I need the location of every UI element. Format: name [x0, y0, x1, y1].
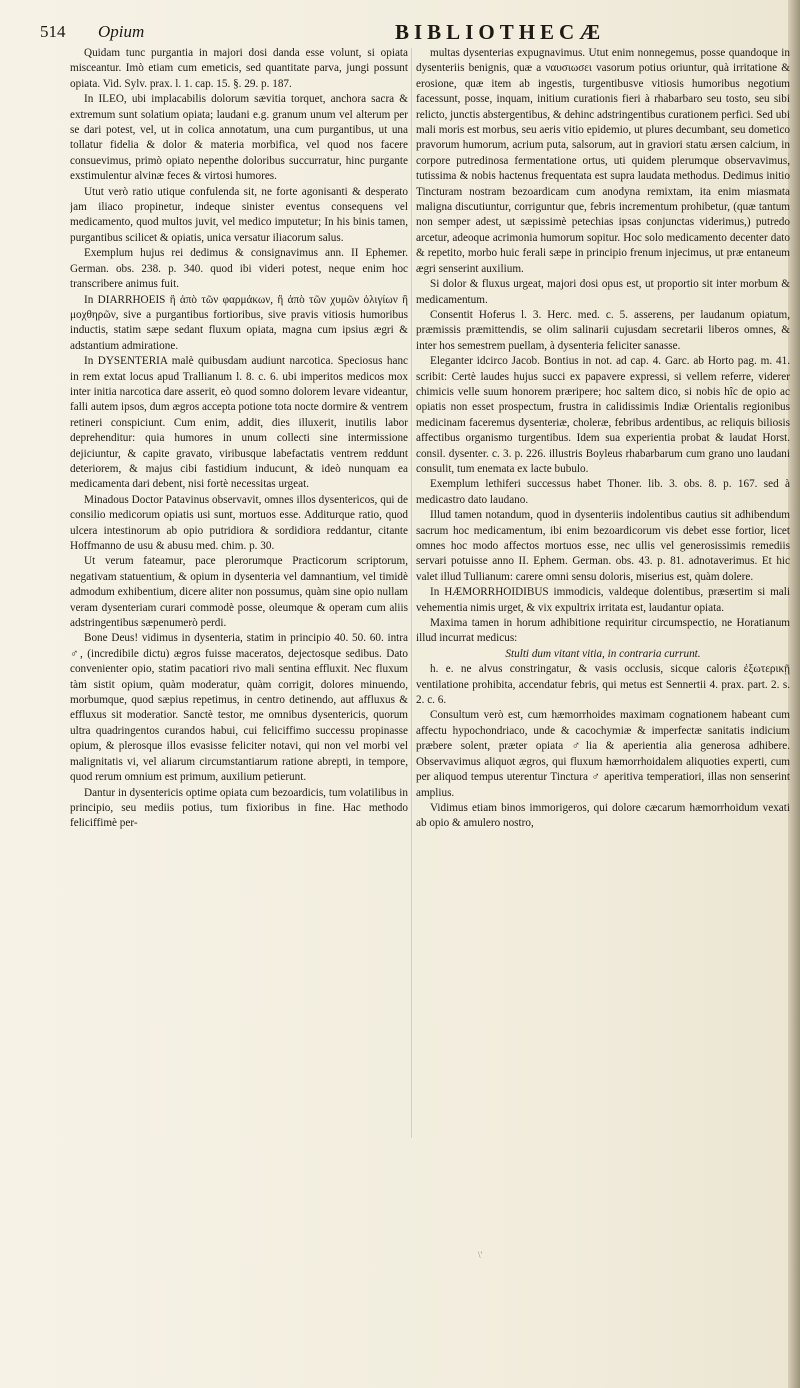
paragraph: Exemplum hujus rei dedimus & consignavimus ann. II Ephemer. German. obs. 238. p. 340. quod ibi videri potest, neque enim hoc transcribere animus fuit.: [70, 247, 408, 291]
paragraph: Illud tamen notandum, quod in dysenteriis indolentibus cautius sit adhibendum sacrum hoc medicamentum, ibi enim bezoardicorum vis debet esse fortior, licet omnes hoc modo affectos mortuos esse, nec ullis vel generosissimis remediis servari potuisse anno II. Ephem. German. obs. 43. p. 81. adnotaverimus. Et hic valet illud Tullianum: carere omni sensu doloris, miserius est, quàm dolere.: [416, 509, 790, 583]
paragraph-diarrhoea: In DIARRHOEIS ἢ ἀπὸ τῶν φαρμάκων, ἢ ἀπὸ τῶν χυμῶν ὀλιγίων ἢ μοχθηρῶν, sive a purgantibus fortioribus, sive pravis vitiosis humoribus inductis, statim sæpe sedant fluxum opiata, magna cum ipsius ægri & adstantium admiratione.: [70, 293, 408, 352]
right-column: [416, 46, 790, 1146]
paragraph: Vidimus etiam binos immorigeros, qui dolore cæcarum hæmorrhoidum vexati ab opio & amulero nostro,: [416, 801, 790, 830]
paragraph: Bone Deus! vidimus in dysenteria, statim in principio 40. 50. 60. intra ♂, (incredibile dictu) ægros fuisse maceratos, dejectosque sedibus. Dato convenienter opio, statim pacatiori rivo mali sentina effluxit. Nec fluxum tàm sistit opium, quàm moderatur, quàm corrigit, dolores minuendo, morbumque, quod sæpius repetimus, in centro detinendo, aut affluxus & effluxus sit moderatior. Sanctè testor, me omnibus dysentericis, quorum ultra quadringentos curandos habui, cui feliciffimo successu propinasse opium, & plerosque illos evasisse feliciter notavi, qui non vel morbi vel malignitatis vi, vel aliarum circumstantiarum ratione abrepti, in tempore, quod rerum omnium est primum, auxilium petierunt.: [70, 632, 408, 784]
paragraph: Minadous Doctor Patavinus observavit, omnes illos dysentericos, qui de consilio medicorum opiatis usi sunt, mortuos esse. Additurque ratio, quod ulcera intestinorum ab opio putridiora & sordidiora reddantur, citante Hoffmanno de usu & abusu med. chim. p. 30.: [70, 493, 408, 552]
paragraph: Maxima tamen in horum adhibitione requiritur circumspectio, ne Horatianum illud incurrat medicus:: [416, 617, 790, 645]
running-word: Opium: [98, 22, 145, 41]
stray-mark: \': [478, 1250, 483, 1260]
paragraph: Consentit Hoferus l. 3. Herc. med. c. 5. asserens, per laudanum opiatum, præmissis præmittendis, se olim salinarii cujusdam secretarii liberos omnes, & inter hos semestrem puellam, à dysenteria feliciter sanasse.: [416, 308, 790, 352]
page-number: 514: [40, 22, 66, 41]
verse-quote: Stulti dum vitant vitia, in contraria currunt.: [505, 647, 701, 660]
paragraph-ileus: In ILEO, ubi implacabilis dolorum sævitia torquet, anchora sacra & extremum sunt solatium opiata; laudani e.g. granum unum vel alterum per se dari potest, vel, ut in colica annotatum, una cum purgantibus, ut una tollatur fidelia & dolor & materia morbifica, vel quod nos facere consuevimus, primò opiato nepenthe doloribus succurratur, hinc purgante exstimulentur alvinæ feces & virtosi humores.: [70, 93, 408, 183]
paragraph: Si dolor & fluxus urgeat, majori dosi opus est, ut proportio sit inter morbum & medicamentum.: [416, 278, 790, 306]
paragraph: multas dysenterias expugnavimus. Utut enim nonnegemus, posse quandoque in dysenteriis benignis, quæ a ναυσιωσει vasorum potius oriuntur, quà irritatione & erosione, quæ item ab ingestis, turgentibusve vitiosis humoribus negotium facessunt, posse, inquam, initium curationis fieri à rhabarbaro seu tosto, seu sibi relicto, junctis abstergentibus, & dehinc adstringentibus curationem perfici. Sed ubi mali moris est morbus, seu aeris vitio epidemio, ut plures decumbant, seu dometico pravorum humorum, acrium puta, salsorum, aut in graviori statu ærsen calcium, in corpore putredinosa fermentatione ortus, uti quidem plerumque observavimus, tutissima & nobis hactenus frequentata est supra laudata methodus. Dedimus initio Tincturam nostram bezoardicam cum anodyna remixtam, ita enim miasmata maligna discutiuntur, corriguntur que, febris incrementum prohibetur, (quæ tantum non semper adest, ut sæpissimè petechias ipsas conjunctas viderimus,) putredo arcetur, adeoque acrimonia humorum sopitur. Hoc solo medicamento decenter dato & repetito, morbo huic ferali sæpe in principio frenum injecimus, ut præ entaneum ægri senserint auxilium.: [416, 47, 790, 275]
paragraph: Consultum verò est, cum hæmorrhoides maximam cognationem habeant cum affectu hypochondriaco, unde & cacochymiæ & imperfectæ sanitatis indicium præbere solent, præter opiata ♂lia & aperientia alia generosa adhibere. Observavimus aliquot ægros, qui fluxum hæmorrhoidalem aliquoties experti, cum per aliquod tempus uterentur Tinctura ♂ aperitiva temperatiori, illas non senserint amplius.: [416, 709, 790, 799]
paragraph: Dantur in dysentericis optime opiata cum bezoardicis, tum volatilibus in principio, seu mediis potius, tum fixioribus in fine. Hac methodo feliciffimè per-: [70, 786, 408, 830]
column-gutter: [411, 48, 412, 1138]
paragraph: Quidam tunc purgantia in majori dosi danda esse volunt, si opiata misceantur. Imò etiam cum emeticis, sed quantitate parva, jungi possunt opiata. Vid. Sylv. prax. l. 1. cap. 15. §. 29. p. 187.: [70, 47, 408, 90]
paragraph: h. e. ne alvus constringatur, & vasis occlusis, sicque caloris ἐξωτερικῇ ventilatione prohibita, accendatur febris, qui metus est Sennertii 4. prax. part. 2. s. 2. c. 6.: [416, 663, 790, 707]
paragraph: Utut verò ratio utique confulenda sit, ne forte agonisanti & desperato jam iliaco propinetur, indeque sinister eventus consequens vel medicamento, quod multos juvit, vel medico imputetur; In his binis tamen, purgantibus scilicet & opiatis, unica versatur iliacorum salus.: [70, 185, 408, 244]
paragraph: Eleganter idcirco Jacob. Bontius in not. ad cap. 4. Garc. ab Horto pag. m. 41. scribit: Certè laudes hujus succi ex papavere expressi, si vellem referre, viderer chimicis velle suum honorem præripere; hoc saltem dico, si nobis hîc de opio ac opiatis non esset prospectum, frustra in calidissimis Indiæ Orientalis regionibus medicinam faceremus dysenteriæ, choleræ, febribus ardentibus, ac reliquis biliosis affectibus organismo turgentibus. Idem sua experientia probat & laudat Horst. consil. dysenter. c. 3. p. 226. illustris Boyleus rhabarbarum cum grano uno laudani consulit, tum enemata ex lacte bubulo.: [416, 355, 790, 475]
paragraph: Exemplum lethiferi successus habet Thoner. lib. 3. obs. 8. p. 167. sed à medicastro dato laudano.: [416, 478, 790, 506]
running-title: BIBLIOTHECÆ: [395, 20, 606, 44]
paragraph: Ut verum fateamur, pace plerorumque Practicorum scriptorum, negativam statuentium, & opium in dysenteria vel damnantium, vel timidè admodum exhibentium, dicere aliter non possumus, quàm sine opio nullam veram dysenteriam curari commodè posse, oleumque & operam cum aliis adstringentibus sæpenumerò perdi.: [70, 555, 408, 630]
left-column: [70, 46, 408, 1146]
paragraph-dysenteria: In DYSENTERIA malè quibusdam audiunt narcotica. Speciosus hanc in rem extat locus apud Trallianum l. 8. c. 6. ubi imperitos medicos mox inter initia narcotica dare asserit, eò quod somno dolorem levare videantur, falli autem ipsos, dum ægros accepta potione tota nocte dormire & ventrem retineri conspiciunt. Cum enim, addit, dies illuxerit, inutilis labor deprehenditur: quia humores in unum collecti sine intermissione dejiciuntur, & capite gravato, viribusque labefactatis ventrem reddunt deteriorem, & majus cibi fastidium inducunt, & ideò nunquam ea medicamenta dari debent, nisi fortè necessitas urgeat.: [70, 355, 408, 491]
paragraph-haemorrhoides: In HÆMORRHOIDIBUS immodicis, valdeque dolentibus, præsertim si mali vehementia nimis urget, & vix expultrix irritata est, laudantur opiata.: [416, 586, 790, 614]
